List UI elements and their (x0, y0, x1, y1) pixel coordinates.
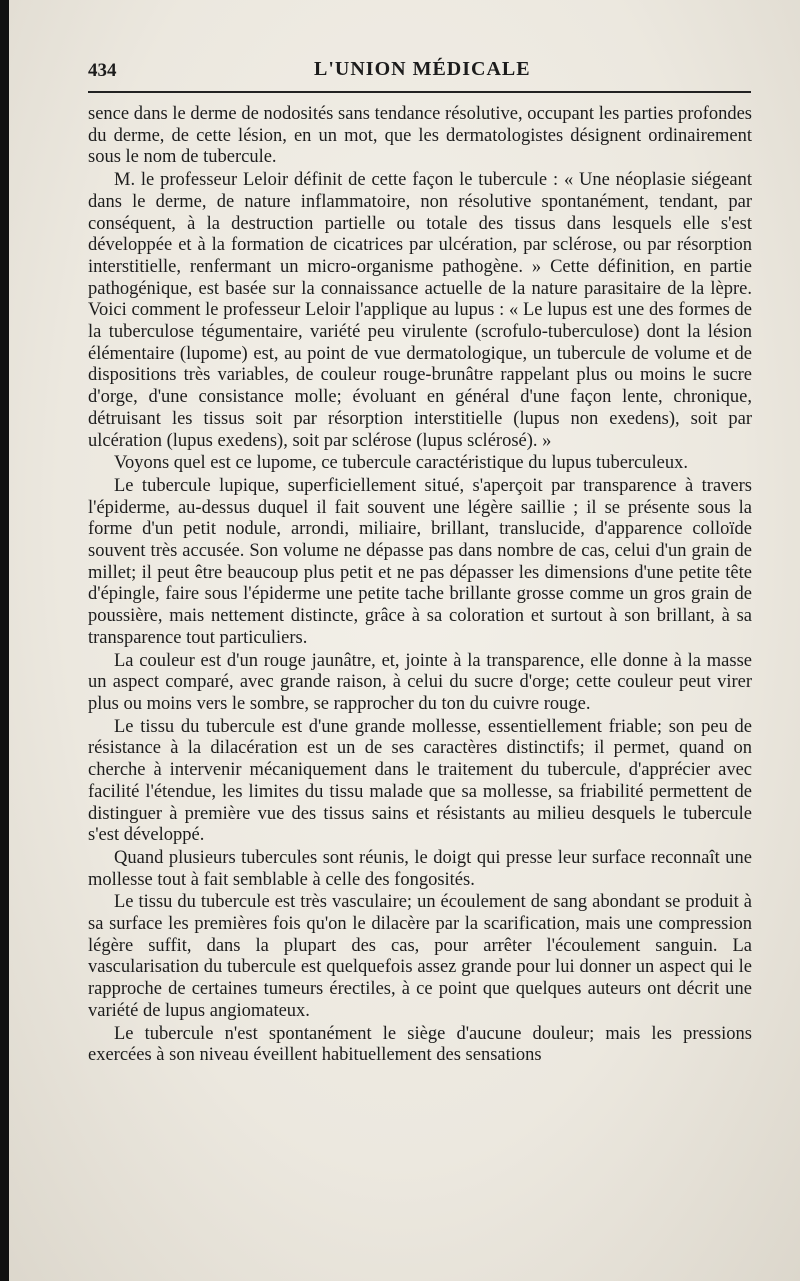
paragraph: La couleur est d'un rouge jaunâtre, et, jointe à la transparence, elle donne à la masse un aspect comparé, avec grande raison, à celui du sucre d'orge; cette couleur peut virer plus ou moins vers le sombre, se rapprocher du ton du cuivre rouge. (88, 650, 752, 714)
paragraph: Le tubercule n'est spontanément le siège d'aucune douleur; mais les pressions exercées à son niveau éveillent habituellement des sensations (88, 1023, 752, 1066)
paragraph: sence dans le derme de nodosités sans tendance résolutive, occupant les parties profondes du derme, de cette lésion, en un mot, que les dermatologistes désignent ordinairement sous le nom de tubercule. (88, 104, 752, 168)
paragraph: Quand plusieurs tubercules sont réunis, le doigt qui presse leur surface reconnaît une mollesse tout à fait semblable à celle des fongosités. (88, 847, 752, 890)
paragraph: Voyons quel est ce lupome, ce tubercule caractéristique du lupus tuberculeux. (114, 453, 688, 474)
paragraph: Le tissu du tubercule est très vasculaire; un écoulement de sang abondant se produit à sa surface les premières fois qu'on le dilacère par la scarification, mais une compression légère suffit, dans la plupart des cas, pour arrêter l'écoulement sanguin. La vascularisation du tubercule est quelquefois assez grande pour lui donner un aspect qui le rapproche de certaines tumeurs érectiles, à ce point que quelques auteurs ont décrit une variété de lupus angiomateux. (88, 892, 752, 1021)
page-number: 434 (88, 60, 117, 81)
header-rule (88, 91, 751, 93)
page-header (88, 58, 752, 88)
paragraph: M. le professeur Leloir définit de cette façon le tubercule : « Une néoplasie siégeant dans le derme, de nature inflammatoire, non résolutive spontanément, tendant, par conséquent, à la destruction partielle ou totale des tissus dans lesquels elle s'est développée et à la formation de cicatrices par ulcération, par sclérose, ou par résorption interstitielle, renfermant un micro-organisme pathogène. » Cette définition, en partie pathogénique, est basée sur la connaissance actuelle de la nature parasitaire de la lèpre. Voici comment le professeur Leloir l'applique au lupus : « Le lupus est une des formes de la tuberculose tégumentaire, variété peu virulente (scrofulo-tuberculose) dont la lésion élémentaire (lupome) est, au point de vue dermatologique, un tubercule de volume et de dispositions très variables, de couleur rouge-brunâtre rappelant plus ou moins le sucre d'orge, d'une consistance molle; évoluant en général d'une façon lente, chronique, détruisant les tissus soit par résorption interstitielle (lupus non exedens), soit par ulcération (lupus exedens), soit par sclérose (lupus sclérosé). » (88, 170, 752, 451)
paragraph: Le tubercule lupique, superficiellement situé, s'aperçoit par transparence à travers l'épiderme, au-dessus duquel il fait souvent une légère saillie ; il se présente sous la forme d'un petit nodule, arrondi, miliaire, brillant, translucide, d'apparence colloïde souvent très accusée. Son volume ne dépasse pas dans nombre de cas, celui d'un grain de millet; il peut être beaucoup plus petit et ne pas dépasser les dimensions d'une petite tête d'épingle, faire sous l'épiderme une petite tache brillante grosse comme un gros grain de poussière, mais nettement distincte, grâce à sa coloration et surtout à son brillant, à sa transparence tout particuliers. (88, 475, 752, 648)
body-text (88, 104, 752, 1067)
bleed-through-text (320, 26, 325, 46)
journal-title: L'UNION MÉDICALE (314, 58, 531, 80)
paragraph: Le tissu du tubercule est d'une grande mollesse, essentiellement friable; son peu de résistance à la dilacération est un de ses caractères distinctifs; il permet, quand on cherche à intervenir mécaniquement dans le traitement du tubercule, d'apprécier avec facilité l'étendue, les limites du tissu malade que sa mollesse, sa friabilité permettent de distinguer à première vue des tissus sains et résistants au milieu desquels le tubercule s'est développé. (88, 716, 752, 846)
scan-edge (0, 0, 9, 1281)
